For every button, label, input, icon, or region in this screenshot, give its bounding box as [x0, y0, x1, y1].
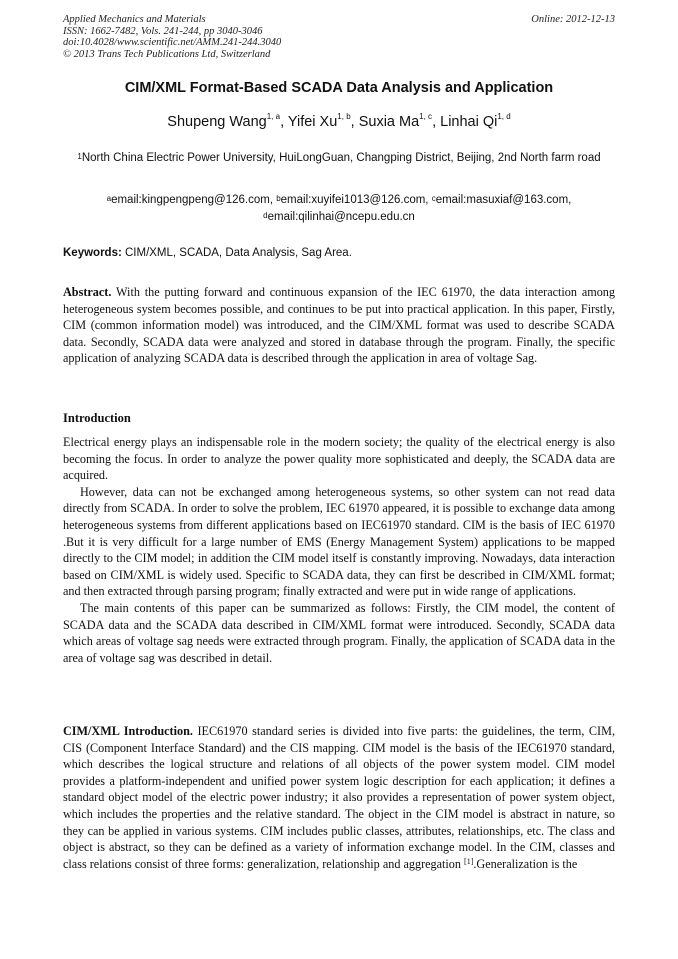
author-name: Shupeng Wang: [167, 114, 267, 130]
author-affil-sup: 1, d: [497, 112, 511, 121]
author-name: Suxia Ma: [358, 114, 420, 130]
email-address: email:masuxiaf@163.com: [435, 194, 569, 206]
journal-copyright: © 2013 Trans Tech Publications Ltd, Switzerland: [63, 48, 271, 60]
citation-ref[interactable]: [1]: [464, 856, 474, 866]
introduction-paragraph: The main contents of this paper can be summarized as follows: Firstly, the CIM model, the content of SCADA data and the SCADA data described in CIM/XML format were introduced. Secondly, SCADA data which areas of voltage sag needs were extracted through program. Finally, the application of SCADA data in the area of voltage sag was described in detail.: [63, 600, 615, 665]
journal-header: [63, 14, 615, 60]
journal-doi: doi:10.4028/www.scientific.net/AMM.241-244.3040: [63, 37, 282, 48]
email-sup: d: [263, 211, 268, 220]
keywords: [63, 247, 615, 259]
author-affil-sup: 1, c: [419, 112, 433, 121]
affiliation: [63, 150, 615, 167]
email-address: email:xuyifei1013@126.com: [280, 194, 426, 206]
email-sup: c: [431, 194, 436, 203]
email-address: email:qilinhai@ncepu.edu.cn: [267, 211, 415, 223]
journal-issn: ISSN: 1662-7482, Vols. 241-244, pp 3040-3046: [63, 25, 263, 37]
abstract: [63, 284, 615, 367]
cim-xml-text: IEC61970 standard series is divided into five parts: the guidelines, the term, CIM, CIS (Component Interface Standard) and the CIS mapping. CIM model is the basis of the IEC61970 standard, which describes the logical structure and relations of all objects of the power system model. CIM model provides a platform-independent and unified power system logic description for each application; it defines a standard object model of the electric power industry; it also provides a representation of power system object, which includes the properties and the relative standard. The object in the CIM model is abstract in nature, so they can be applied in various systems. CIM includes public classes, attributes, relationships, etc. The class and object is abstract, so they can be defined as a variety of information exchange model. In the CIM, classes and class relations consist of three forms: generalization, relationship and aggregation: [63, 724, 615, 871]
email-sup: b: [276, 194, 281, 203]
author-list: Shupeng Wang$^{1, a}$, Yifei Xu$^{1, b}$, Suxia Ma$^{1, c}$, Linhai Qi$^{1, d}$: [167, 112, 511, 130]
affiliation-text: North China Electric Power University, HuiLongGuan, Changping District, Beijing, 2nd North farm road: [81, 152, 601, 164]
keywords-label: Keywords:: [63, 247, 122, 259]
introduction-heading: Introduction: [63, 411, 131, 425]
author-affil-sup: 1, b: [337, 112, 351, 121]
email-list: $^a$email:kingpengpeng@126.com, $^b$email:xuyifei1013@126.com, $^c$email:masuxiaf@163.com, $^d$email:qilinhai@ncepu.edu.cn: [106, 194, 572, 223]
cim-xml-label: CIM/XML Introduction.: [63, 724, 193, 738]
email-address: email:kingpengpeng@126.com: [111, 194, 270, 206]
journal-name: Applied Mechanics and Materials: [63, 14, 206, 25]
author-name: Yifei Xu: [287, 114, 338, 130]
online-date: Online: 2012-12-13: [531, 14, 615, 25]
cim-xml-tail: .Generalization is the: [473, 856, 578, 871]
cim-xml-section: [63, 723, 615, 872]
abstract-label: Abstract.: [63, 285, 112, 299]
affiliation-sup: 1: [77, 152, 82, 161]
email-sup: a: [106, 194, 112, 203]
abstract-text: With the putting forward and continuous expansion of the IEC 61970, the data interaction among heterogeneous system becomes possible, and continues to be put into practical application. In this paper, Firstly, CIM (common information model) was introduced, and the CIM/XML format was used to describe SCADA data. Secondly, SCADA data were analyzed and stored in database through the program. Finally, the specific application of analyzing SCADA data is described through the application in area of voltage Sag.: [63, 285, 615, 366]
paper-title: CIM/XML Format-Based SCADA Data Analysis and Application: [124, 80, 554, 96]
introduction-paragraph: Electrical energy plays an indispensable role in the modern society; the quality of the electrical energy is also becoming the focus. In order to analyze the power quality more sophisticated and deeply, the SCADA data are acquired.: [63, 435, 615, 483]
introduction-paragraph: However, data can not be exchanged among heterogeneous systems, so other system can not read data directly from SCADA. In order to solve the problem, IEC 61970 appeared, it is possible to exchange data among heterogeneous systems from different applications based on IEC61970 standard. CIM is the basis of IEC 61970 .But it is very difficult for a large number of EMS (Energy Management System) applications to be mapped directly to the CIM model; in addition the CIM model itself is constantly improving. Nowadays, data interaction based on CIM/XML is widely used. Specific to SCADA data, they can first be described in CIM/XML format; and then extracted through parsing program; finally extracted and were put in wide range of applications.: [63, 484, 615, 599]
introduction-body: [63, 434, 615, 666]
keywords-text: CIM/XML, SCADA, Data Analysis, Sag Area.: [121, 247, 352, 259]
author-name: Linhai Qi: [440, 114, 498, 130]
author-affil-sup: 1, a: [266, 112, 281, 121]
